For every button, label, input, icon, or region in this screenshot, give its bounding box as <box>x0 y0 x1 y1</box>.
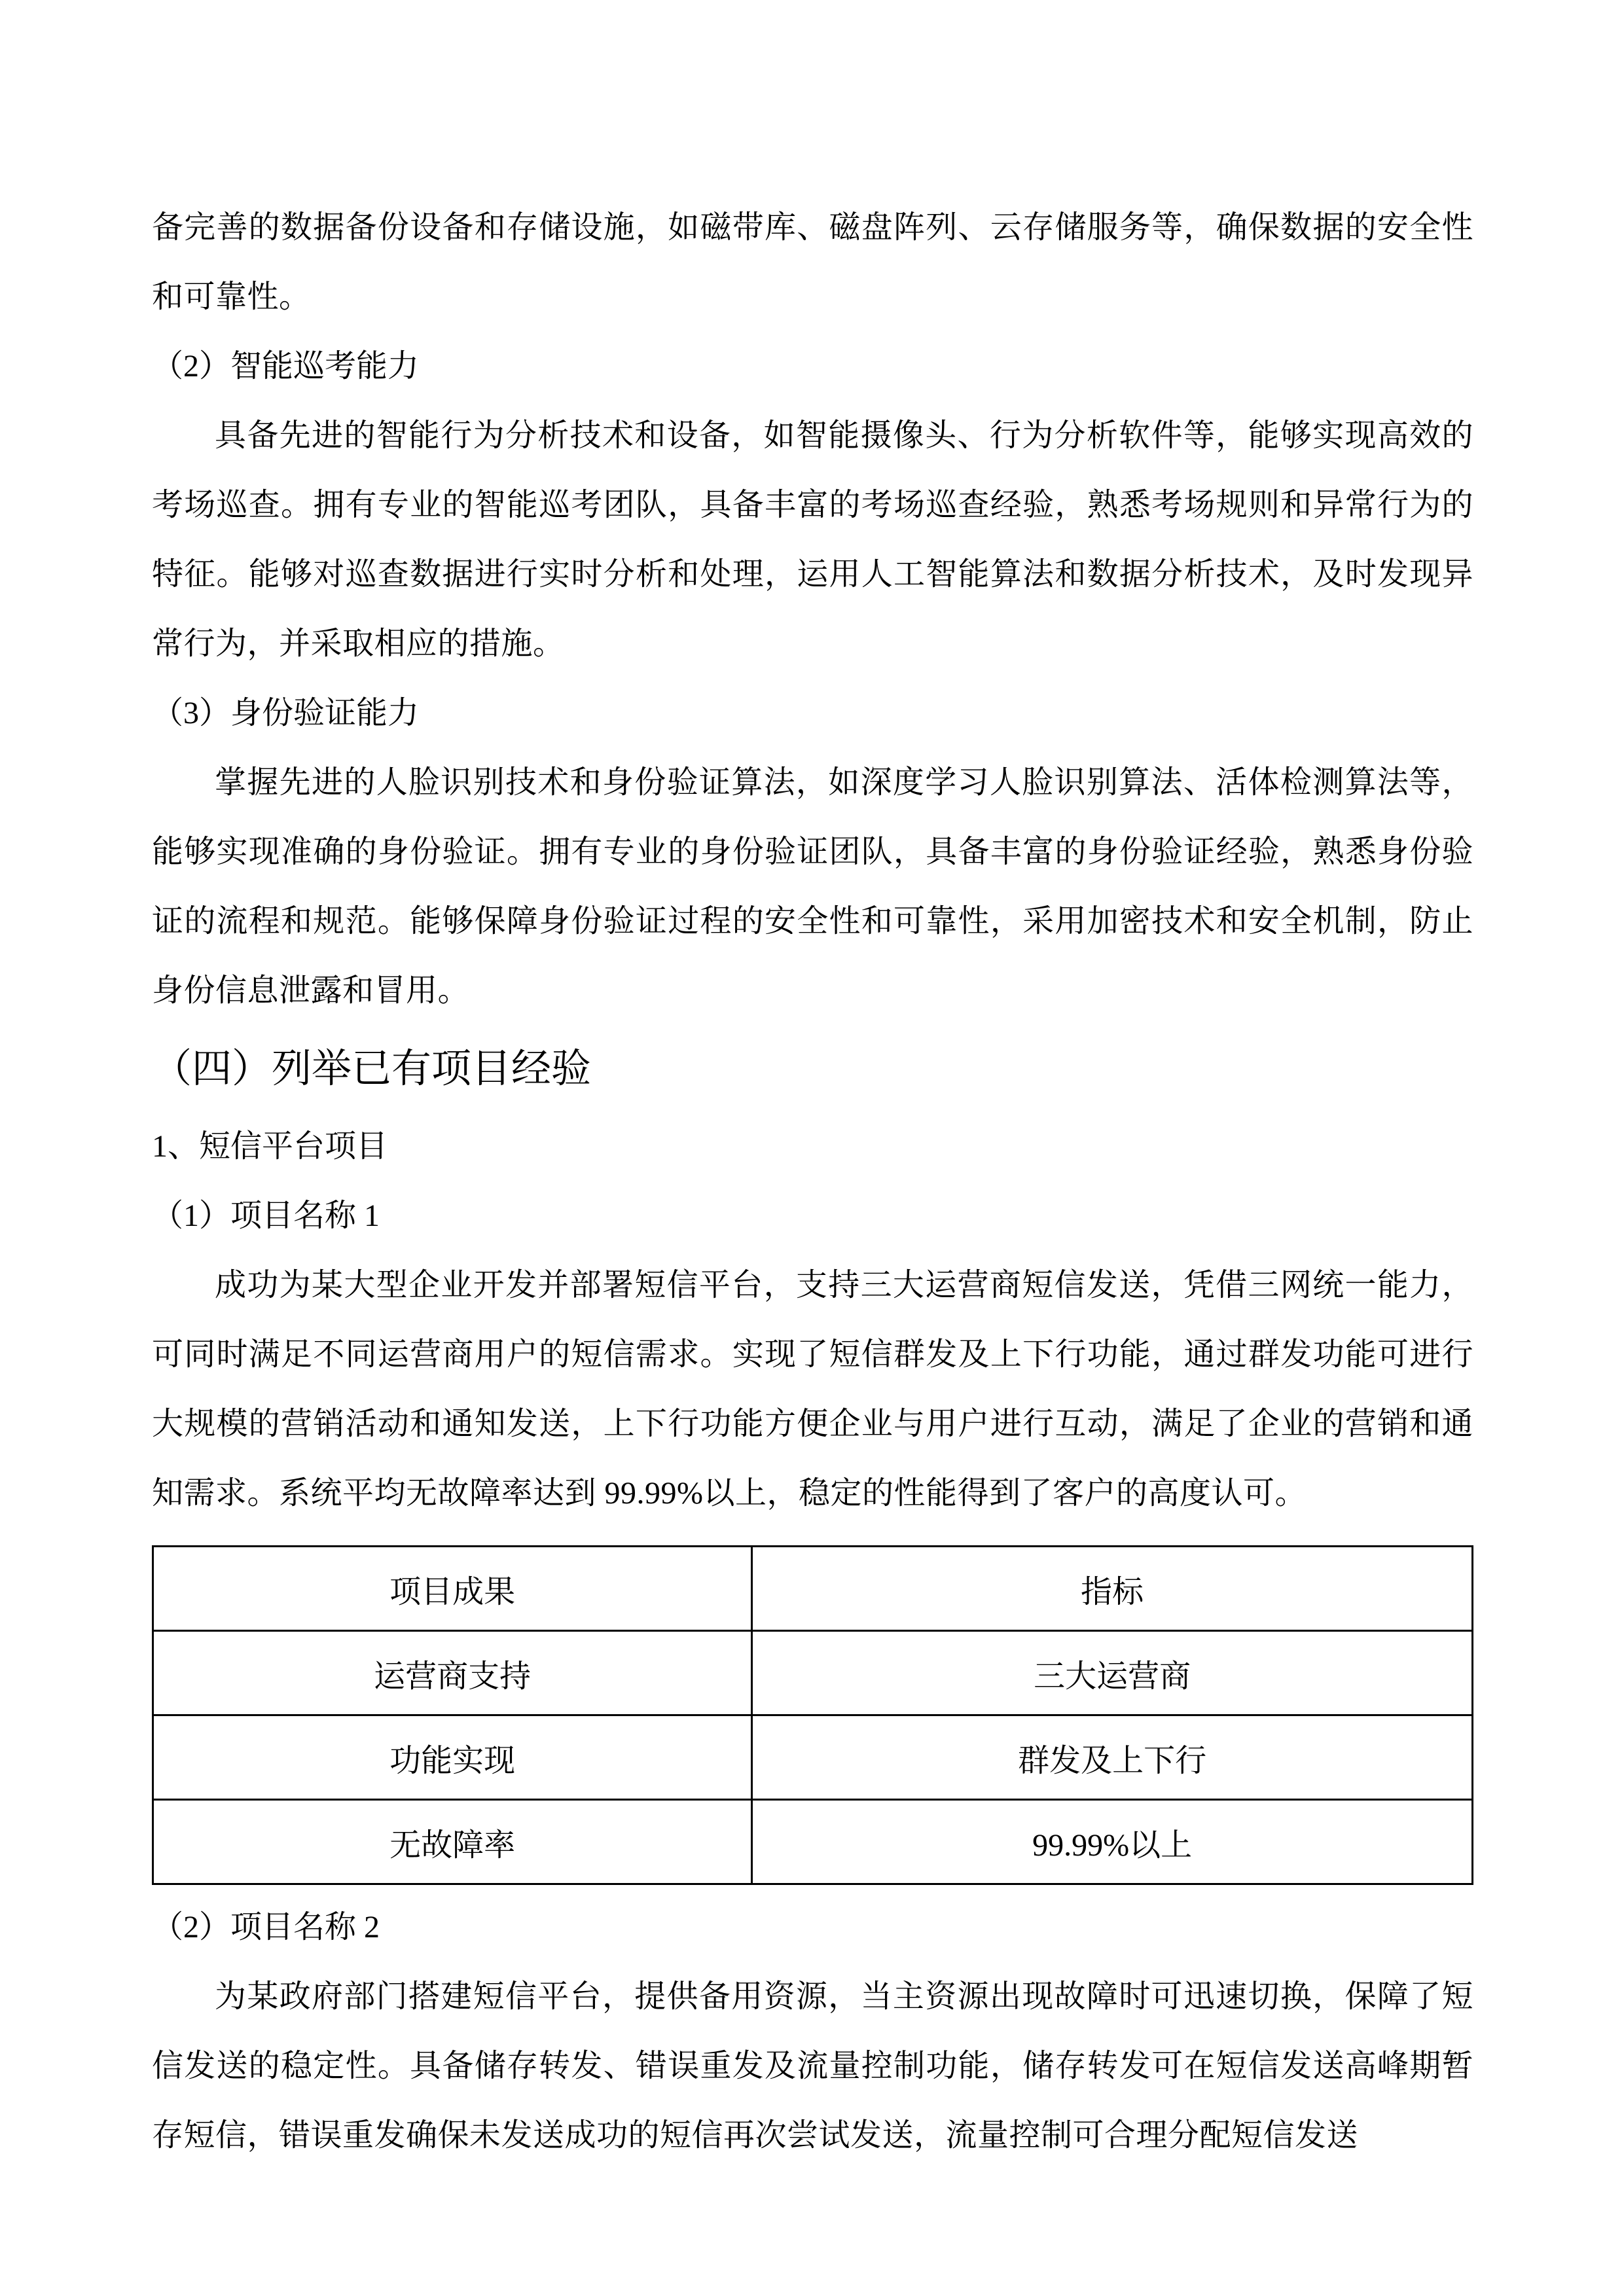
table-row <box>153 1800 1473 1884</box>
paragraph-project-1: 成功为某大型企业开发并部署短信平台，支持三大运营商短信发送，凭借三网统一能力，可同时满足不同运营商用户的短信需求。实现了短信群发及上下行功能，通过群发功能可进行大规模的营销活动和通知发送，上下行功能方便企业与用户进行互动，满足了企业的营销和通知需求。系统平均无故障率达到 99.99%以上，稳定的性能得到了客户的高度认可。 <box>152 1268 1473 1511</box>
paragraph-project-2: 为某政府部门搭建短信平台，提供备用资源，当主资源出现故障时可迅速切换，保障了短信发送的稳定性。具备储存转发、错误重发及流量控制功能，储存转发可在短信发送高峰期暂存短信，错误重发确保未发送成功的短信再次尝试发送，流量控制可合理分配短信发送 <box>152 1979 1473 2153</box>
table-cell-uptime-value: 99.99%以上 <box>752 1800 1473 1884</box>
project-results-table <box>152 1545 1473 1885</box>
paragraph-storage-continuation: 备完善的数据备份设备和存储设施，如磁带库、磁盘阵列、云存储服务等，确保数据的安全性和可靠性。 <box>152 210 1473 314</box>
heading-project-name-1: （1）项目名称 1 <box>152 1198 380 1233</box>
table-row <box>153 1631 1473 1715</box>
paragraph-identity-verification: 掌握先进的人脸识别技术和身份验证算法，如深度学习人脸识别算法、活体检测算法等，能够实现准确的身份验证。拥有专业的身份验证团队，具备丰富的身份验证经验，熟悉身份验证的流程和规范。能够保障身份验证过程的安全性和可靠性，采用加密技术和安全机制，防止身份信息泄露和冒用。 <box>152 765 1473 1008</box>
table-header-row <box>153 1547 1473 1631</box>
table-cell-function: 功能实现 <box>153 1715 752 1800</box>
table-header-cell-outcome: 项目成果 <box>153 1547 752 1631</box>
table-row <box>153 1715 1473 1800</box>
table-cell-function-value: 群发及上下行 <box>752 1715 1473 1800</box>
table-cell-uptime: 无故障率 <box>153 1800 752 1884</box>
table-header-cell-metric: 指标 <box>752 1547 1473 1631</box>
section-heading-project-experience: （四）列举已有项目经验 <box>152 1047 592 1091</box>
table-cell-carrier-value: 三大运营商 <box>752 1631 1473 1715</box>
heading-identity-verification: （3）身份验证能力 <box>152 696 420 730</box>
paragraph-smart-patrol: 具备先进的智能行为分析技术和设备，如智能摄像头、行为分析软件等，能够实现高效的考场巡查。拥有专业的智能巡考团队，具备丰富的考场巡查经验，熟悉考场规则和异常行为的特征。能够对巡查数据进行实时分析和处理，运用人工智能算法和数据分析技术，及时发现异常行为，并采取相应的措施。 <box>152 418 1473 661</box>
heading-smart-patrol: （2）智能巡考能力 <box>152 349 420 384</box>
heading-project-name-2: （2）项目名称 2 <box>152 1910 380 1945</box>
table-cell-carrier-support: 运营商支持 <box>153 1631 752 1715</box>
heading-sms-platform-project: 1、短信平台项目 <box>152 1129 388 1164</box>
